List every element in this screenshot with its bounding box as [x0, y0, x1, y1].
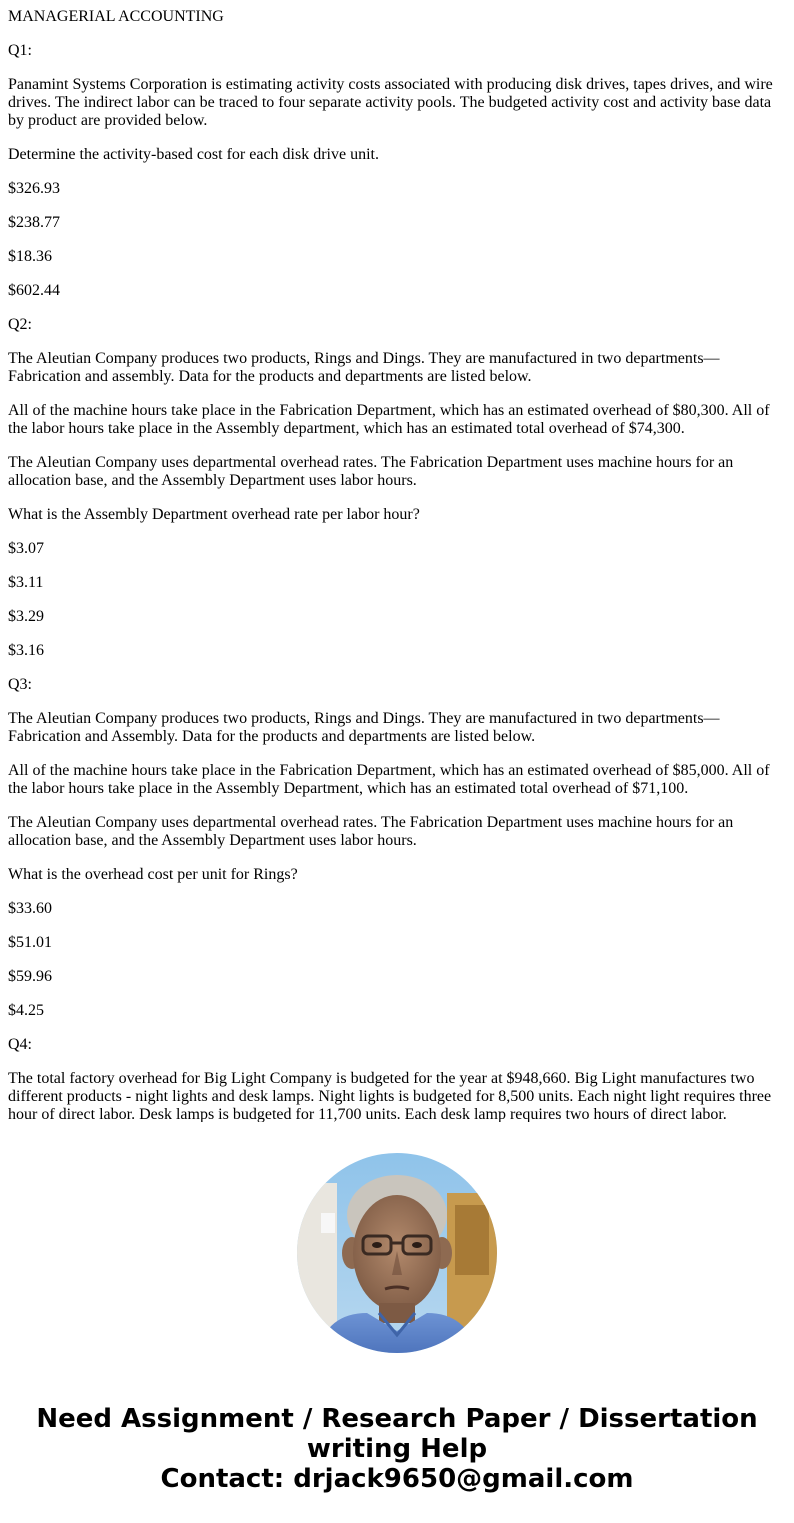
answer-option: $3.07: [8, 540, 44, 557]
question-paragraph: The Aleutian Company uses departmental overhead rates. The Fabrication Department uses machine hours for an allocation base, and the Assembly Department uses labor hours.: [8, 814, 734, 849]
question-paragraph: The Aleutian Company uses departmental overhead rates. The Fabrication Department uses machine hours for an allocation base, and the Assembly Department uses labor hours.: [8, 454, 734, 489]
question-paragraph: Panamint Systems Corporation is estimating activity costs associated with producing disk drives, tapes drives, and wire drives. The indirect labor can be traced to four separate activity pools. The budgeted activity cost and activity base data by product are provided below.: [8, 76, 773, 129]
answer-option: $3.11: [8, 574, 44, 591]
answer-option: $18.36: [8, 248, 52, 265]
contact-banner: [0, 1404, 794, 1494]
answer-option: $4.25: [8, 1002, 44, 1019]
banner-line: Need Assignment / Research Paper / Dissertation: [36, 1404, 758, 1434]
question-paragraph: All of the machine hours take place in the Fabrication Department, which has an estimated overhead of $80,300. All of the labor hours take place in the Assembly department, which has an estimated total overhead of $74,300.: [8, 402, 770, 437]
answer-option: $238.77: [8, 214, 60, 231]
answer-option: $59.96: [8, 968, 52, 985]
question-label: Q2:: [8, 316, 32, 333]
question-paragraph: The Aleutian Company produces two products, Rings and Dings. They are manufactured in two departments—Fabrication and Assembly. Data for the products and departments are listed below.: [8, 710, 720, 745]
answer-option: $602.44: [8, 282, 60, 299]
question-prompt: What is the Assembly Department overhead rate per labor hour?: [8, 506, 420, 523]
question-paragraph: All of the machine hours take place in the Fabrication Department, which has an estimated overhead of $85,000. All of the labor hours take place in the Assembly Department, which has an estimated total overhead of $71,100.: [8, 762, 770, 797]
answer-option: $33.60: [8, 900, 52, 917]
question-prompt: What is the overhead cost per unit for Rings?: [8, 866, 298, 883]
question-label: Q3:: [8, 676, 32, 693]
banner-line: writing Help: [306, 1434, 488, 1464]
document-body: [8, 8, 778, 1122]
answer-option: $51.01: [8, 934, 52, 951]
banner-contact: Contact: drjack9650@gmail.com: [160, 1464, 634, 1494]
document-title: MANAGERIAL ACCOUNTING: [8, 8, 224, 25]
question-label: Q4:: [8, 1036, 32, 1053]
answer-option: $3.16: [8, 642, 44, 659]
answer-option: $326.93: [8, 180, 60, 197]
question-prompt: Determine the activity-based cost for each disk drive unit.: [8, 146, 379, 163]
answer-option: $3.29: [8, 608, 44, 625]
question-paragraph: The Aleutian Company produces two products, Rings and Dings. They are manufactured in two departments—Fabrication and assembly. Data for the products and departments are listed below.: [8, 350, 720, 385]
author-photo: [297, 1153, 497, 1353]
question-label: Q1:: [8, 42, 32, 59]
question-paragraph: The total factory overhead for Big Light Company is budgeted for the year at $948,660. Big Light manufactures two different products - night lights and desk lamps. Night lights is budgeted for 8,500 units. Each night light requires three hour of direct labor. Desk lamps is budgeted for 11,700 units. Each desk lamp requires two hours of direct labor.: [8, 1070, 772, 1122]
